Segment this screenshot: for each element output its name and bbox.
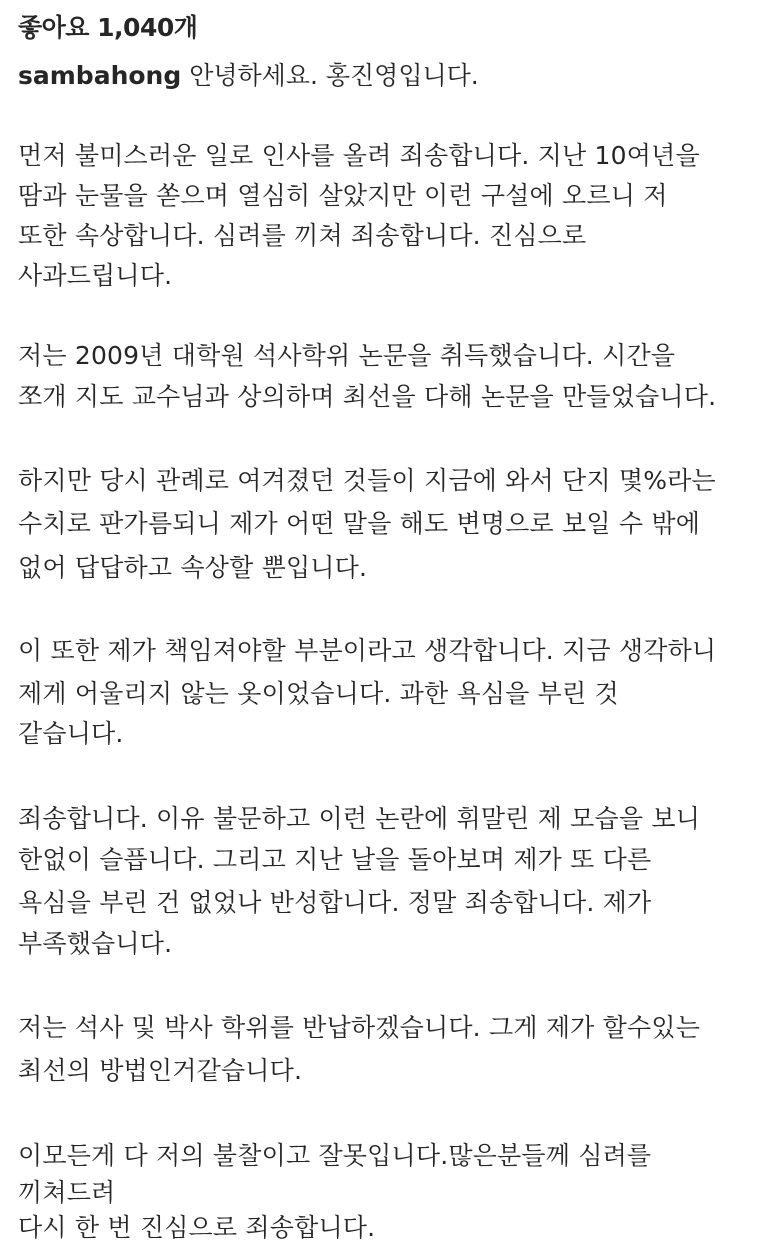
caption-line: 부족했습니다.: [18, 929, 173, 958]
caption-line: 하지만 당시 관례로 여겨졌던 것들이 지금에 와서 단지 몇%라는: [18, 466, 716, 495]
caption-first-line: 안녕하세요. 홍진영입니다.: [189, 61, 479, 90]
caption-line: 한없이 슬픕니다. 그리고 지난 날을 돌아보며 제가 또 다른: [18, 845, 652, 874]
caption-line: 땀과 눈물을 쏟으며 열심히 살았지만 이런 구설에 오르니 저: [18, 181, 668, 210]
caption-line: 이 또한 제가 책임져야할 부분이라고 생각합니다. 지금 생각하니: [18, 636, 717, 665]
caption-line: 같습니다.: [18, 719, 124, 748]
caption-line: 제게 어울리지 않는 옷이었습니다. 과한 욕심을 부린 것: [18, 679, 619, 708]
caption-line: 쪼개 지도 교수님과 상의하며 최선을 다해 논문을 만들었습니다.: [18, 382, 717, 411]
caption-line: 사과드립니다.: [18, 261, 173, 290]
like-count[interactable]: 좋아요 1,040개: [18, 13, 198, 42]
username-link[interactable]: sambahong: [18, 61, 182, 90]
caption-line: 다시 한 번 진심으로 죄송합니다.: [18, 1213, 376, 1242]
caption-line: 또한 속상합니다. 심려를 끼쳐 죄송합니다. 진심으로: [18, 221, 587, 250]
caption-line: 수치로 판가름되니 제가 어떤 말을 해도 변명으로 보일 수 밖에: [18, 509, 701, 538]
caption-line: 이모든게 다 저의 불찰이고 잘못입니다.많은분들께 심려를: [18, 1141, 652, 1170]
caption-line: 없어 답답하고 속상할 뿐입니다.: [18, 553, 368, 582]
caption-header: [18, 56, 479, 96]
caption-line: 욕심을 부린 건 없었나 반성합니다. 정말 죄송합니다. 제가: [18, 888, 652, 917]
caption-line: 저는 2009년 대학원 석사학위 논문을 취득했습니다. 시간을: [18, 341, 676, 370]
caption-line: 저는 석사 및 박사 학위를 반납하겠습니다. 그게 제가 할수있는: [18, 1013, 701, 1042]
caption-line: 먼저 불미스러운 일로 인사를 올려 죄송합니다. 지난 10여년을: [18, 141, 700, 170]
caption-line: 끼쳐드려: [18, 1178, 116, 1207]
caption-line: 죄송합니다. 이유 불문하고 이런 논란에 휘말린 제 모습을 보니: [18, 804, 701, 833]
caption-line: 최선의 방법인거같습니다.: [18, 1056, 303, 1085]
